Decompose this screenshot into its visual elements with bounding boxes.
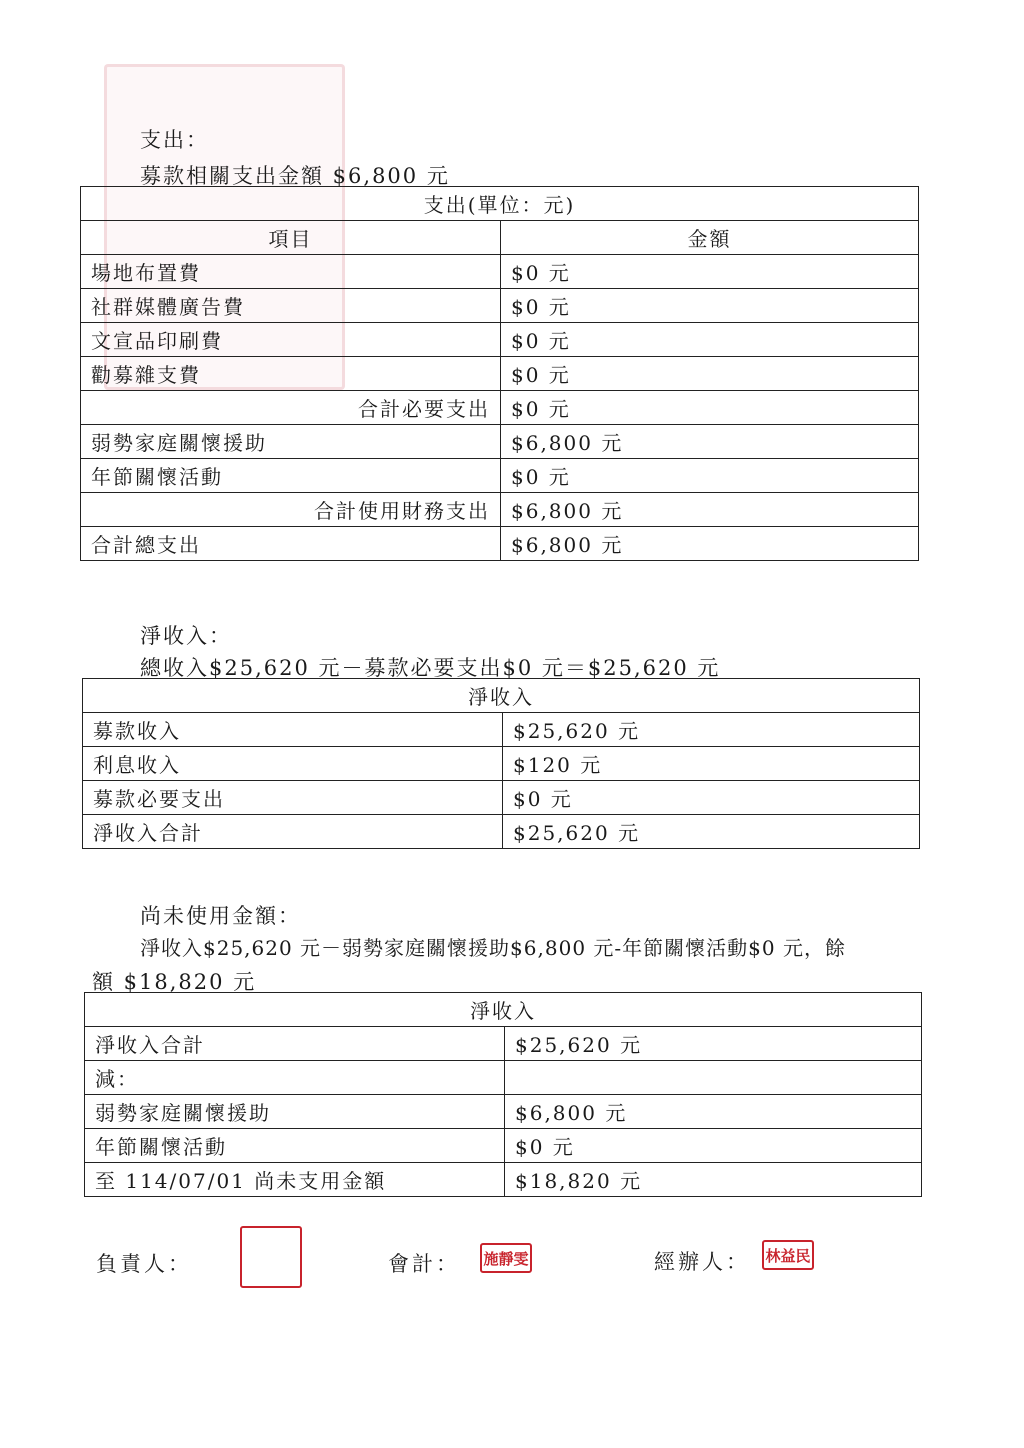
row-item: 利息收入 — [83, 747, 503, 781]
table-row — [85, 1027, 922, 1061]
subtotal-row — [81, 493, 919, 527]
expense-table — [80, 186, 919, 561]
net-income-heading: 淨收入： — [140, 624, 232, 648]
row-item: 合計總支出 — [81, 527, 501, 561]
table-row — [81, 255, 919, 289]
total-row — [83, 815, 920, 849]
row-item: 弱勢家庭關懷援助 — [81, 425, 501, 459]
row-amount: $0 元 — [501, 255, 919, 289]
expense-table-title: 支出(單位：元) — [81, 187, 919, 221]
row-item: 至 114/07/01 尚未支用金額 — [85, 1163, 505, 1197]
table-row — [85, 1129, 922, 1163]
row-item: 募款必要支出 — [83, 781, 503, 815]
row-amount: $0 元 — [501, 323, 919, 357]
table-row — [81, 289, 919, 323]
row-item: 文宣品印刷費 — [81, 323, 501, 357]
table-row — [81, 425, 919, 459]
row-item: 合計必要支出 — [81, 391, 501, 425]
row-amount: $6,800 元 — [501, 493, 919, 527]
row-amount — [505, 1061, 922, 1095]
unused-formula-line2: 額 $18,820 元 — [92, 970, 257, 994]
table-row — [81, 459, 919, 493]
row-amount: $25,620 元 — [503, 815, 920, 849]
row-item: 合計使用財務支出 — [81, 493, 501, 527]
handler-seal: 林益民 — [762, 1240, 814, 1270]
row-amount: $0 元 — [505, 1129, 922, 1163]
net-income-formula: 總收入$25,620 元－募款必要支出$0 元＝$25,620 元 — [140, 656, 721, 680]
total-row — [81, 527, 919, 561]
row-amount: $0 元 — [501, 391, 919, 425]
table-row — [81, 357, 919, 391]
row-amount: $25,620 元 — [503, 713, 920, 747]
unused-heading: 尚未使用金額： — [140, 904, 301, 928]
unused-table-title: 淨收入 — [85, 993, 922, 1027]
row-item: 勸募雜支費 — [81, 357, 501, 391]
row-amount: $120 元 — [503, 747, 920, 781]
responsible-person-label: 負責人： — [96, 1252, 192, 1276]
table-row — [83, 713, 920, 747]
row-item: 減： — [85, 1061, 505, 1095]
row-amount: $0 元 — [501, 459, 919, 493]
row-item: 淨收入合計 — [85, 1027, 505, 1061]
table-row — [85, 1095, 922, 1129]
net-income-table-title: 淨收入 — [83, 679, 920, 713]
column-header-item: 項目 — [81, 221, 501, 255]
row-amount: $6,800 元 — [501, 527, 919, 561]
accountant-label: 會計： — [388, 1252, 460, 1276]
handler-label: 經辦人： — [654, 1250, 750, 1274]
table-row — [83, 747, 920, 781]
row-amount: $25,620 元 — [505, 1027, 922, 1061]
subtotal-row — [81, 391, 919, 425]
row-amount: $6,800 元 — [501, 425, 919, 459]
row-amount: $0 元 — [503, 781, 920, 815]
row-item: 年節關懷活動 — [85, 1129, 505, 1163]
row-item: 場地布置費 — [81, 255, 501, 289]
row-amount: $0 元 — [501, 289, 919, 323]
table-row — [81, 323, 919, 357]
unused-table — [84, 992, 922, 1197]
expense-heading: 支出： — [140, 128, 209, 152]
row-item: 社群媒體廣告費 — [81, 289, 501, 323]
responsible-person-seal — [240, 1226, 302, 1288]
table-row — [85, 1061, 922, 1095]
row-item: 淨收入合計 — [83, 815, 503, 849]
row-item: 年節關懷活動 — [81, 459, 501, 493]
column-header-amount: 金額 — [501, 221, 919, 255]
row-amount: $18,820 元 — [505, 1163, 922, 1197]
row-amount: $6,800 元 — [505, 1095, 922, 1129]
unused-formula-line1: 淨收入$25,620 元－弱勢家庭關懷援助$6,800 元-年節關懷活動$0 元，餘 — [140, 936, 846, 960]
row-item: 募款收入 — [83, 713, 503, 747]
table-row — [83, 781, 920, 815]
total-row — [85, 1163, 922, 1197]
row-amount: $0 元 — [501, 357, 919, 391]
row-item: 弱勢家庭關懷援助 — [85, 1095, 505, 1129]
expense-summary: 募款相關支出金額 $6,800 元 — [140, 164, 450, 188]
net-income-table — [82, 678, 920, 849]
accountant-seal: 施靜雯 — [480, 1243, 532, 1273]
